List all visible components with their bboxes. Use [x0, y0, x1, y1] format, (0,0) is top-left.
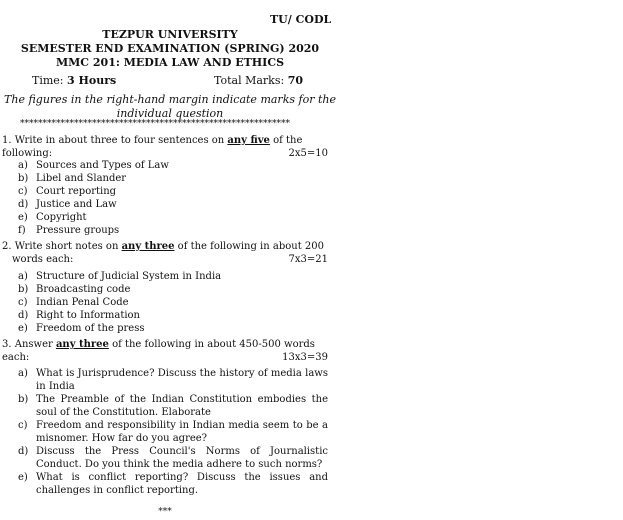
marks-value: 70 — [287, 74, 304, 87]
item-letter: a) — [18, 368, 28, 379]
time-label: Time: — [32, 74, 67, 87]
time-info — [32, 74, 116, 87]
item-letter: e) — [18, 212, 28, 223]
item-text: What is conflict reporting? Discuss the issues and challenges in conflict reporting. — [36, 472, 328, 496]
item-letter: d) — [18, 199, 29, 210]
list-item — [18, 419, 328, 445]
list-item — [18, 322, 328, 335]
list-item — [18, 393, 328, 419]
item-text: Structure of Judicial System in India — [36, 271, 222, 282]
question-1: 1. Write in about three to four sentences on any five of the following: 2x5=10 — [2, 135, 328, 159]
item-text: Sources and Types of Law — [36, 160, 169, 171]
item-letter: e) — [18, 323, 28, 334]
question-marks: 7x3=21 — [288, 254, 328, 265]
item-letter: a) — [18, 160, 28, 171]
list-item — [18, 296, 328, 309]
question-3-options — [18, 367, 328, 497]
item-text: Justice and Law — [36, 199, 117, 210]
question-emphasis: any three — [55, 339, 109, 350]
item-letter: c) — [18, 186, 28, 197]
item-letter: d) — [18, 310, 29, 321]
item-letter: c) — [18, 297, 28, 308]
list-item — [18, 198, 328, 211]
list-item — [18, 309, 328, 322]
item-letter: d) — [18, 446, 29, 457]
list-item — [18, 224, 328, 237]
list-item — [18, 471, 328, 497]
item-text: What is Jurisprudence? Discuss the history of media laws in India — [36, 368, 328, 392]
question-emphasis: any three — [121, 241, 175, 252]
list-item — [18, 270, 328, 283]
item-text: Freedom of the press — [36, 323, 145, 334]
item-text: The Preamble of the Indian Constitution embodies the soul of the Constitution. Elaborate — [36, 394, 328, 418]
item-letter: f) — [18, 225, 26, 236]
university-name: TEZPUR UNIVERSITY — [102, 28, 238, 41]
item-letter: b) — [18, 284, 29, 295]
question-1-options — [18, 159, 328, 237]
marks-label: Total Marks: — [214, 74, 288, 87]
item-letter: b) — [18, 173, 29, 184]
question-2: 2. Write short notes on any three of the following in about 200 words each: 7x3=21 — [2, 241, 328, 265]
end-marker: *** — [158, 507, 172, 517]
list-item — [18, 172, 328, 185]
item-letter: b) — [18, 394, 29, 405]
marks-info — [214, 74, 303, 87]
item-letter: e) — [18, 472, 28, 483]
item-text: Broadcasting code — [36, 284, 131, 295]
item-letter: a) — [18, 271, 28, 282]
item-text: Pressure groups — [36, 225, 120, 236]
question-3: 3. Answer any three of the following in about 450-500 words each: 13x3=39 — [2, 339, 328, 363]
exam-title: SEMESTER END EXAMINATION (SPRING) 2020 — [20, 42, 320, 55]
instructions-note: The figures in the right-hand margin indicate marks for the individual question — [4, 93, 336, 120]
list-item — [18, 283, 328, 296]
item-text: Libel and Slander — [36, 173, 127, 184]
question-2-options — [18, 270, 328, 335]
item-text: Freedom and responsibility in Indian media seem to be a misnomer. How far do you agree? — [36, 420, 328, 444]
separator-line: ************************************************************ — [20, 119, 290, 129]
list-item — [18, 185, 328, 198]
list-item — [18, 367, 328, 393]
question-marks: 13x3=39 — [282, 352, 328, 363]
list-item — [18, 445, 328, 471]
item-letter: c) — [18, 420, 28, 431]
time-value: 3 Hours — [67, 74, 117, 87]
item-text: Copyright — [36, 212, 87, 223]
item-text: Right to Information — [36, 310, 140, 321]
list-item — [18, 159, 328, 172]
document-code: TU/ CODL — [270, 13, 332, 26]
item-text: Indian Penal Code — [36, 297, 129, 308]
list-item — [18, 211, 328, 224]
item-text: Discuss the Press Council's Norms of Journalistic Conduct. Do you think the media adhere to such norms? — [36, 446, 328, 470]
course-title: MMC 201: MEDIA LAW AND ETHICS — [55, 56, 285, 69]
question-emphasis: any five — [227, 135, 270, 146]
item-text: Court reporting — [36, 186, 117, 197]
question-marks: 2x5=10 — [288, 148, 328, 159]
